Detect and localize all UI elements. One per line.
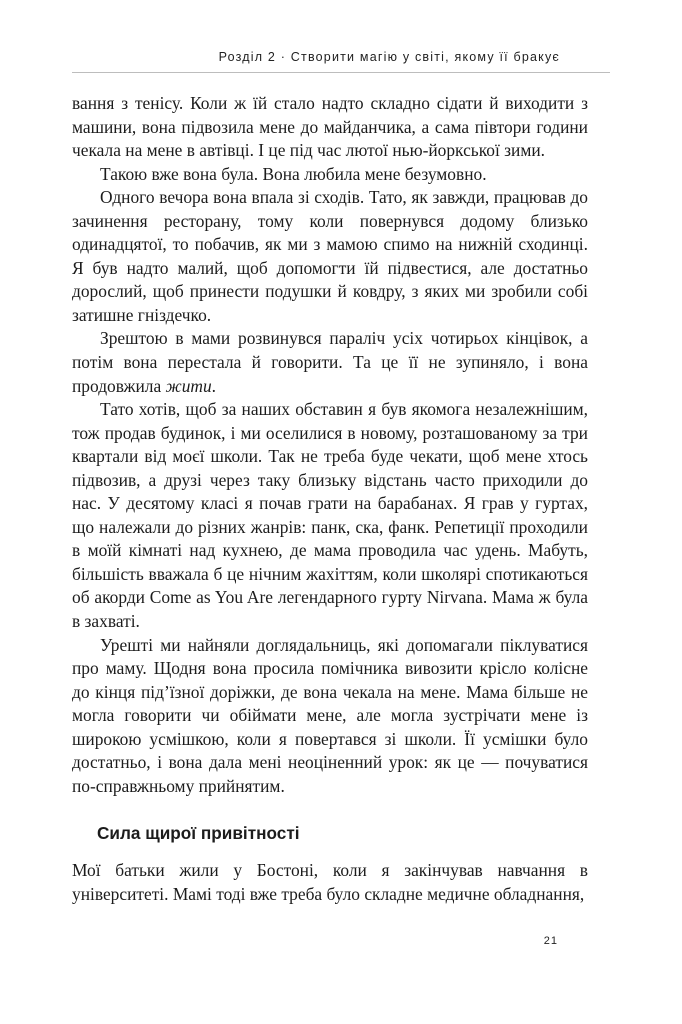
section-body: [72, 859, 588, 906]
paragraph: Одного вечора вона впала зі сходів. Тато, як завжди, працював до зачинення ресторану, тому коли повернувся додому близько одинадцятої, то побачив, як ми з мамою спимо на нижній сходинці. Я був надто малий, щоб допомогти їй підвестися, але достатньо дорослий, щоб принести подушки й ковдру, з яких ми зробили собі затишне гніздечко.: [72, 187, 588, 325]
emphasis-text: жити: [165, 375, 212, 396]
section-heading: Сила щирої привітності: [97, 823, 300, 843]
paragraph-text: Зрештою в мами розвинувся параліч усіх чотирьох кінцівок, а потім вона перестала й говорити. Та це її не зупиняло, і вона продовжила: [72, 328, 588, 396]
paragraph: Такою вже вона була. Вона любила мене безумовно.: [100, 163, 487, 184]
paragraph: [72, 327, 588, 398]
paragraph: Тато хотів, щоб за наших обставин я був якомога незалежнішим, тож продав будинок, і ми оселилися в новому, розташованому за три квартали від моєї школи. Так не треба буде чекати, щоб мене хтось підвозив, а друзі через таку близьку відстань часто приходили до нас. У десятому класі я почав грати на барабанах. Я грав у гуртах, що належали до різних жанрів: панк, ска, фанк. Репетиції проходили в моїй кімнаті над кухнею, де мама проводила час удень. Мабуть, більшість вважала б це нічним жахіттям, коли школярі спотикаються об акорди Come as You Are легендарного гурту Nirvana. Мама ж була в захваті.: [72, 399, 588, 632]
page-number: 21: [543, 935, 558, 947]
paragraph-text-end: .: [211, 375, 217, 396]
header-rule: [72, 72, 610, 73]
paragraph: вання з тенісу. Коли ж їй стало надто складно сідати й виходити з машини, вона підвозила мене до майданчика, а сама півтори години чекала на мене в автівці. І це під час лютої нью-йоркської зими.: [72, 93, 588, 161]
body-text: [72, 92, 588, 798]
paragraph: Мої батьки жили у Бостоні, коли я закінчував навчання в університеті. Мамі тоді вже треба було складне медичне обладнання,: [72, 860, 588, 904]
paragraph: Урешті ми найняли доглядальниць, які допомагали піклуватися про маму. Щодня вона просила помічника вивозити крісло колісне до кінця під’їзної доріжки, де вона чекала на мене. Мама більше не могла говорити чи обіймати мене, але могла зустрічати мене із широкою усмішкою, коли я повертався зі школи. Її усмішки було достатньо, і вона дала мені неоціненний урок: як це — почуватися по-справжньому прийнятим.: [72, 634, 588, 796]
running-header: Розділ 2 · Створити магію у світі, якому її бракує: [218, 50, 560, 64]
